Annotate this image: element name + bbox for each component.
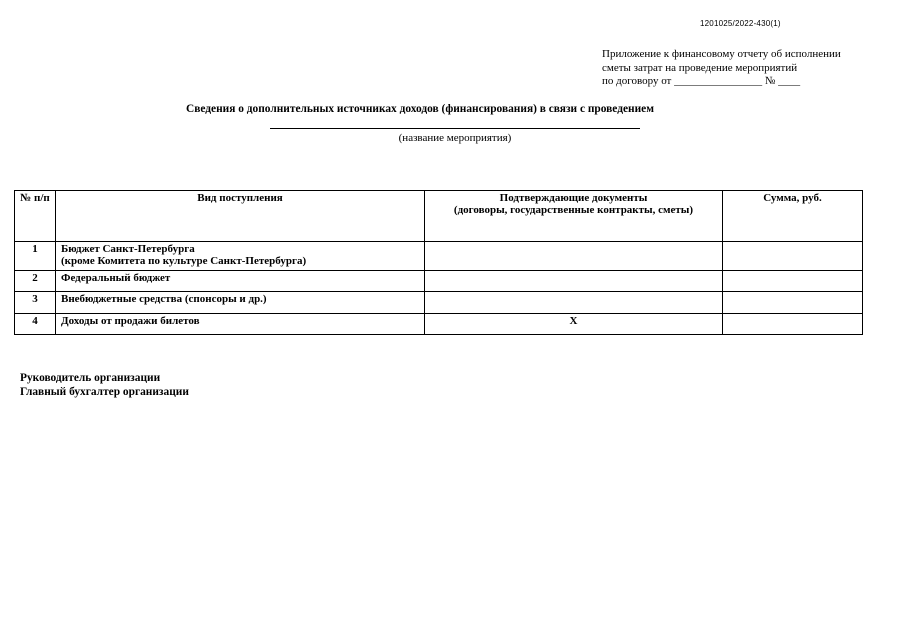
income-sources-table: [14, 190, 863, 335]
document-id: 1201025/2022-430(1): [700, 19, 781, 28]
amount-cell[interactable]: [723, 271, 863, 292]
income-type-cell: [56, 242, 425, 271]
row-number: 4: [15, 314, 56, 335]
table-header-row: [15, 191, 863, 242]
income-type-line-1: Бюджет Санкт-Петербурга: [61, 243, 195, 255]
page-title: Сведения о дополнительных источниках доходов (финансирования) в связи с проведением: [186, 103, 654, 115]
header-documents-line-2: (договоры, государственные контракты, сметы): [453, 204, 694, 216]
table-row: [15, 271, 863, 292]
row-number: 2: [15, 271, 56, 292]
appendix-line-1: Приложение к финансовому отчету об исполнении: [602, 48, 841, 60]
table-row: [15, 242, 863, 271]
header-amount: Сумма, руб.: [723, 191, 863, 242]
income-type-cell: Внебюджетные средства (спонсоры и др.): [56, 292, 425, 314]
amount-cell[interactable]: [723, 314, 863, 335]
signature-accountant: Главный бухгалтер организации: [20, 386, 189, 398]
documents-cell[interactable]: [425, 271, 723, 292]
documents-cell[interactable]: [425, 242, 723, 271]
table-row: [15, 314, 863, 335]
signature-block: [20, 371, 189, 399]
header-documents: [425, 191, 723, 242]
table-row: [15, 292, 863, 314]
event-name-caption: (название мероприятия): [398, 132, 512, 144]
header-number: № п/п: [15, 191, 56, 242]
documents-cell: Х: [425, 314, 723, 335]
appendix-note: [602, 48, 902, 89]
signature-head: Руководитель организации: [20, 372, 161, 384]
header-income-type: Вид поступления: [56, 191, 425, 242]
income-type-cell: Доходы от продажи билетов: [56, 314, 425, 335]
income-type-line-2: (кроме Комитета по культуре Санкт-Петербурга): [61, 255, 307, 267]
appendix-line-2: сметы затрат на проведение мероприятий: [602, 61, 798, 74]
row-number: 3: [15, 292, 56, 314]
amount-cell[interactable]: [723, 242, 863, 271]
documents-cell[interactable]: [425, 292, 723, 314]
appendix-line-3: по договору от ________________ № ____: [602, 75, 801, 87]
income-type-cell: Федеральный бюджет: [56, 271, 425, 292]
row-number: 1: [15, 242, 56, 271]
event-name-line: [270, 128, 640, 129]
header-documents-line-1: Подтверждающие документы: [499, 192, 648, 204]
amount-cell[interactable]: [723, 292, 863, 314]
